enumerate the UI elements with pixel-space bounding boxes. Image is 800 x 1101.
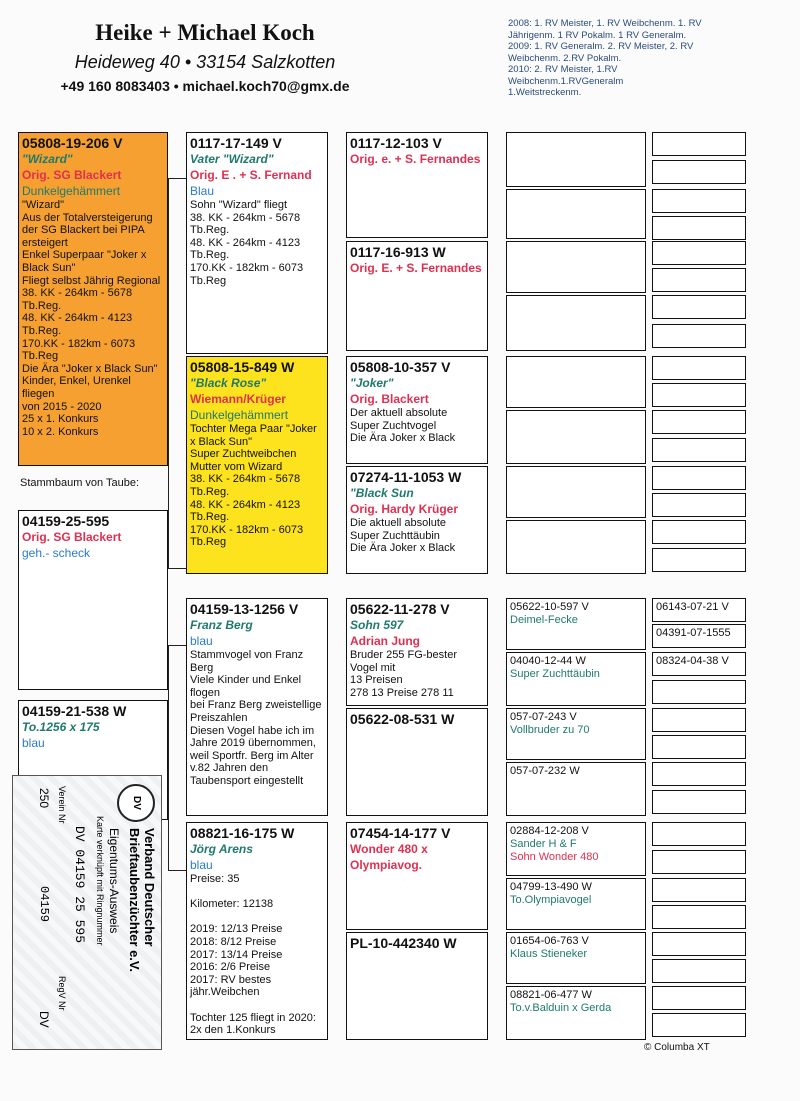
b-sd-card: [346, 708, 488, 816]
dam-color: Dunkelgehämmert: [190, 408, 289, 422]
card-nr: 04159: [37, 886, 51, 923]
dam-card: [186, 356, 328, 574]
g4-ring: 06143-07-21 V: [656, 601, 729, 613]
g4-empty-box: [652, 295, 746, 319]
card-regv: DV: [37, 1011, 51, 1028]
b-sire-nickname: Franz Berg: [190, 618, 253, 632]
b-dam-ring: 08821-16-175 W: [190, 825, 295, 841]
ds-nickname: "Joker": [350, 376, 394, 390]
g4-empty-box: [652, 548, 746, 572]
dam-note: Tochter Mega Paar "Joker x Black Sun" Super Zuchtweibchen Mutter vom Wizard 38. KK - 264km - 5678 Tb.Reg. 48. KK - 264km - 4123 Tb.Reg. 170.KK - 182km - 6073 Tb.Reg: [190, 423, 317, 549]
g3-ring: 08821-06-477 W: [510, 989, 592, 1001]
subject-note: "Wizard" Aus der Totalversteigerung der SG Blackert bei PIPA ersteigert Enkel Superpaar "Joker x Black Sun" Fliegt selbst Jährig Regional 38. KK - 264km - 5678 Tb.Reg. 48. KK - 264km - 4123 Tb.Reg. 170.KK - 182km - 6073 Tb.Reg Die Ära "Joker x Black Sun" Kinder, Enkel, Urenkel fliegen von 2015 - 2020 25 x 1. Konkurs 10 x 2. Konkurs: [22, 199, 161, 438]
g4-empty-box: [652, 493, 746, 517]
sd-breeder: Orig. E. + S. Fernandes: [350, 261, 482, 275]
g4-empty-box: [652, 735, 746, 759]
sire-note: Sohn "Wizard" fliegt 38. KK - 264km - 5678 Tb.Reg. 48. KK - 264km - 4123 Tb.Reg. 170.KK - 182km - 6073 Tb.Reg: [190, 199, 304, 287]
g4-empty-box: [652, 822, 746, 846]
connector: [168, 568, 186, 569]
g4-empty-box: [652, 959, 746, 983]
b-sire-card: [186, 598, 328, 816]
dd-note: Die aktuell absolute Super Zuchttäubin Die Ära Joker x Black: [350, 517, 456, 555]
ss-ring: 0117-12-103 V: [350, 135, 442, 151]
subject-nickname: "Wizard": [22, 152, 73, 166]
ds-breeder: Orig. Blackert: [350, 392, 429, 406]
card-rotated-content: [13, 776, 163, 1051]
g4-empty-box: [652, 466, 746, 490]
b-dam-nickname: Jörg Arens: [190, 842, 253, 856]
g3-box: [506, 878, 646, 930]
g3-box: [506, 652, 646, 706]
dd-ring: 07274-11-1053 W: [350, 469, 462, 485]
ss-card: [346, 132, 488, 238]
card-title-4: Karte verknüpft mit Ringnummer: [95, 816, 105, 946]
stammbaum-label: Stammbaum von Taube:: [20, 477, 140, 489]
g4-empty-box: [652, 1013, 746, 1037]
g4-empty-box: [652, 410, 746, 434]
owner-address: Heideweg 40 • 33154 Salzkotten: [74, 52, 336, 72]
ownership-card: [12, 775, 162, 1050]
b-sire-color: blau: [190, 634, 213, 648]
b-ss-breeder: Adrian Jung: [350, 634, 421, 648]
g3-text: Sander H & F: [510, 838, 577, 850]
b-ss-ring: 05622-11-278 V: [350, 601, 450, 617]
dam-breeder: Wiemann/Krüger: [190, 392, 286, 406]
g3-ring: 01654-06-763 V: [510, 935, 589, 947]
b-dd-card: [346, 932, 488, 1040]
dam-nickname: "Black Rose": [190, 376, 267, 390]
b-ss-card: [346, 598, 488, 706]
achievements: 2008: 1. RV Meister, 1. RV Weibchenm. 1. RV Jährigenm. 1 RV Pokalm. 1 RV Generalm. 2009: 1. RV Generalm. 2. RV Meister, 2. RV Weibchenm. 2.RV Pokalm. 2010: 2. RV Meister, 1.RV Weibchenm.1.RVGeneralm 1.Weitstreckenm.: [508, 18, 702, 98]
dam-subject-ring: 04159-25-595: [22, 513, 110, 529]
subject-card: [18, 132, 168, 466]
g3-ring: 04799-13-490 W: [510, 881, 592, 893]
card-label-regv: RegV Nr: [57, 976, 67, 1011]
ds-ring: 05808-10-357 V: [350, 359, 451, 375]
g4-empty-box: [652, 762, 746, 786]
connector: [168, 870, 186, 871]
b-sire-note: Stammvogel von Franz Berg Viele Kinder und Enkel flogen bei Franz Berg zweistellige Preiszahlen Diesen Vogel habe ich im Jahre 2019 übernommen, weil Sportfr. Berg im Alter v.82 Jahren den Taubensport eingestellt: [190, 649, 322, 787]
card-logo-icon: DV: [117, 784, 155, 822]
g4-empty-box: [652, 850, 746, 874]
dam-ring: 05808-15-849 W: [190, 359, 295, 375]
g4-box: [652, 624, 746, 648]
card-title-2: Brieftaubenzüchter e.V.: [127, 828, 142, 973]
g3-empty-box: [506, 410, 646, 464]
dam2-nickname: To.1256 x 175: [22, 720, 100, 734]
card-verein: 250: [37, 788, 51, 809]
g3-text2: Sohn Wonder 480: [510, 851, 599, 863]
sire-nickname: Vater "Wizard": [190, 152, 274, 166]
subject-ring: 05808-19-206 V: [22, 135, 123, 151]
g3-empty-box: [506, 520, 646, 574]
g3-text: To.Olympiavogel: [510, 894, 592, 906]
g4-empty-box: [652, 324, 746, 348]
connector: [168, 645, 169, 870]
g4-empty-box: [652, 356, 746, 380]
subject-color: Dunkelgehämmert: [22, 184, 121, 198]
g4-ring: 04391-07-1555: [656, 627, 731, 639]
b-ss-note: Bruder 255 FG-bester Vogel mit 13 Preisen 278 13 Preise 278 11: [350, 649, 457, 699]
g3-box: [506, 822, 646, 876]
b-sire-ring: 04159-13-1256 V: [190, 601, 299, 617]
g4-empty-box: [652, 986, 746, 1010]
g3-ring: 02884-12-208 V: [510, 825, 589, 837]
b-dam-card: [186, 822, 328, 1040]
g3-box: [506, 932, 646, 984]
owner-name: Heike + Michael Koch: [95, 20, 315, 45]
ds-note: Der aktuell absolute Super Zuchtvogel Die Ära Joker x Black: [350, 407, 456, 445]
g3-empty-box: [506, 241, 646, 293]
card-title-3: Eigentums-Ausweis: [107, 828, 121, 934]
g4-empty-box: [652, 790, 746, 814]
g3-box: [506, 762, 646, 816]
b-dam-color: blau: [190, 858, 213, 872]
b-ds-ring: 07454-14-177 V: [350, 825, 451, 841]
sire-color: Blau: [190, 184, 215, 198]
g4-empty-box: [652, 268, 746, 292]
dam-subject-breeder: Orig. SG Blackert: [22, 530, 122, 544]
g3-box: [506, 986, 646, 1040]
owner-contact: +49 160 8083403 • michael.koch70@gmx.de: [60, 78, 350, 94]
g4-box: [652, 652, 746, 676]
card-label-verein: Verein Nr: [57, 786, 67, 824]
dd-nickname: "Black Sun: [350, 486, 414, 500]
connector: [168, 178, 186, 179]
g4-empty-box: [652, 216, 746, 240]
sire-ring: 0117-17-149 V: [190, 135, 282, 151]
g3-box: [506, 708, 646, 760]
g3-empty-box: [506, 466, 646, 518]
sd-ring: 0117-16-913 W: [350, 244, 446, 260]
b-ds-card: [346, 822, 488, 930]
g4-empty-box: [652, 520, 746, 544]
g4-empty-box: [652, 160, 746, 184]
g4-empty-box: [652, 680, 746, 704]
card-ring-number: DV 04159 25 595: [72, 826, 87, 944]
g4-empty-box: [652, 189, 746, 213]
sire-card: [186, 132, 328, 354]
g3-ring: 05622-10-597 V: [510, 601, 589, 613]
pedigree-dam-card: [18, 510, 168, 690]
g3-text: To.v.Balduin x Gerda: [510, 1002, 612, 1014]
g4-empty-box: [652, 241, 746, 265]
sd-card: [346, 241, 488, 351]
dam2-ring: 04159-21-538 W: [22, 703, 127, 719]
g3-ring: 057-07-232 W: [510, 765, 580, 777]
g3-text: Vollbruder zu 70: [510, 724, 590, 736]
ds-card: [346, 356, 488, 464]
g3-ring: 04040-12-44 W: [510, 655, 586, 667]
g4-empty-box: [652, 878, 746, 902]
g3-empty-box: [506, 295, 646, 351]
g3-empty-box: [506, 356, 646, 408]
sire-breeder: Orig. E . + S. Fernand: [190, 168, 312, 182]
dam-subject-color: geh.- scheck: [22, 546, 91, 560]
g4-empty-box: [652, 132, 746, 156]
g3-empty-box: [506, 189, 646, 239]
g4-empty-box: [652, 438, 746, 462]
footer-credit: © Columba XT: [644, 1042, 710, 1053]
dd-card: [346, 466, 488, 574]
connector: [168, 178, 169, 568]
g3-ring: 057-07-243 V: [510, 711, 577, 723]
b-sd-ring: 05622-08-531 W: [350, 711, 455, 727]
g3-text: Super Zuchttäubin: [510, 668, 600, 680]
b-dam-note: Preise: 35 Kilometer: 12138 2019: 12/13 Preise 2018: 8/12 Preise 2017: 13/14 Preise 2016: 2/6 Preise 2017: RV bestes jähr.Weibchen Tochter 125 fliegt in 2020: 2x den 1.Konkurs: [190, 873, 316, 1037]
dam2-color: blau: [22, 736, 45, 750]
connector: [168, 645, 186, 646]
g3-empty-box: [506, 132, 646, 187]
b-ss-nickname: Sohn 597: [350, 618, 404, 632]
g3-box: [506, 598, 646, 650]
g4-empty-box: [652, 905, 746, 929]
b-dd-ring: PL-10-442340 W: [350, 935, 457, 951]
g4-box: [652, 598, 746, 622]
g3-text: Klaus Stieneker: [510, 948, 588, 960]
g4-ring: 08324-04-38 V: [656, 655, 729, 667]
subject-breeder: Orig. SG Blackert: [22, 168, 122, 182]
card-title-1: Verband Deutscher: [142, 828, 157, 947]
g4-empty-box: [652, 708, 746, 732]
g4-empty-box: [652, 383, 746, 407]
g4-empty-box: [652, 932, 746, 956]
b-ds-breeder: Wonder 480 x Olympiavog.: [350, 842, 428, 872]
ss-breeder: Orig. e. + S. Fernandes: [350, 152, 481, 166]
dd-breeder: Orig. Hardy Krüger: [350, 502, 459, 516]
g3-text: Deimel-Fecke: [510, 614, 578, 626]
